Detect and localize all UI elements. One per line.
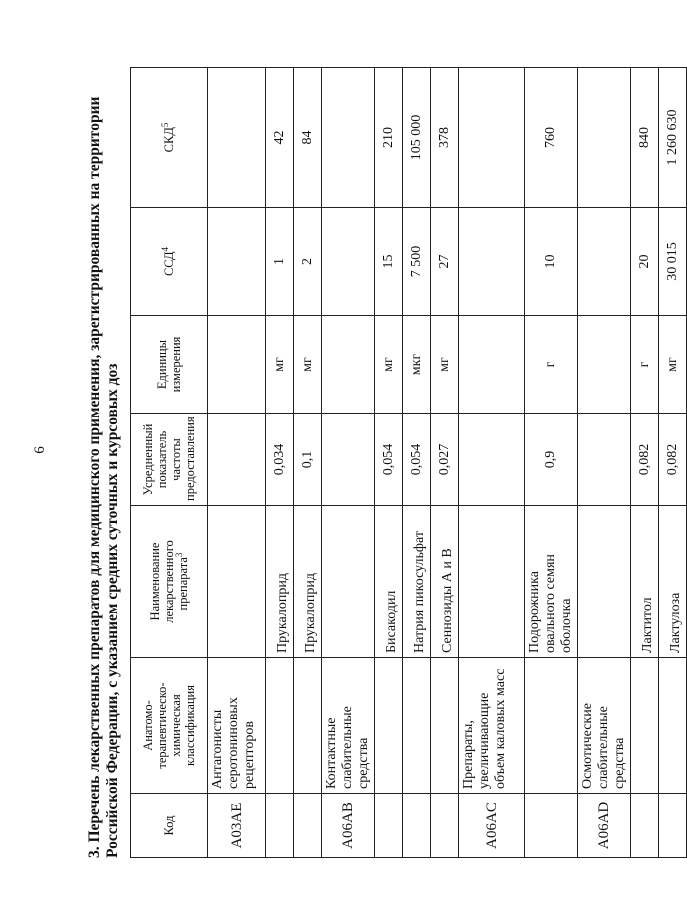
cell-code (525, 794, 578, 858)
table-row (294, 68, 322, 858)
cell-ssd (459, 208, 525, 316)
table-header-row (131, 68, 208, 858)
cell-skd: 210 (375, 68, 403, 208)
cell-ssd: 2 (294, 208, 322, 316)
cell-atc (525, 658, 578, 794)
cell-skd (208, 68, 266, 208)
cell-code (659, 794, 687, 858)
header-skd (131, 68, 208, 208)
cell-ssd: 1 (266, 208, 294, 316)
header-drug-text: Наименование лекарственного препарата (148, 540, 190, 623)
cell-frequency (459, 414, 525, 506)
cell-code (631, 794, 659, 858)
table-row (631, 68, 659, 858)
cell-atc (266, 658, 294, 794)
cell-code: A03AE (208, 794, 266, 858)
cell-frequency (578, 414, 631, 506)
cell-drug: Лактулоза (659, 506, 687, 658)
cell-code (375, 794, 403, 858)
table-row (659, 68, 687, 858)
cell-frequency: 0,054 (403, 414, 431, 506)
cell-ssd (322, 208, 375, 316)
table-row (322, 68, 375, 858)
cell-skd: 84 (294, 68, 322, 208)
cell-unit (322, 316, 375, 414)
cell-unit: г (525, 316, 578, 414)
cell-drug (208, 506, 266, 658)
cell-atc (403, 658, 431, 794)
table-row (459, 68, 525, 858)
rotated-page-content (86, 68, 683, 858)
header-atc: Анатомо-терапевтическо-химическая классификация (131, 658, 208, 794)
table-row (525, 68, 578, 858)
cell-unit (208, 316, 266, 414)
cell-skd: 42 (266, 68, 294, 208)
header-skd-text: СКД (162, 127, 176, 153)
cell-unit (578, 316, 631, 414)
cell-atc: Контактные слабительные средства (322, 658, 375, 794)
cell-skd: 378 (431, 68, 459, 208)
header-drug (131, 506, 208, 658)
cell-frequency: 0,9 (525, 414, 578, 506)
cell-atc (631, 658, 659, 794)
cell-drug (459, 506, 525, 658)
header-ssd-text: ССД (162, 251, 176, 277)
cell-ssd (578, 208, 631, 316)
cell-frequency: 0,054 (375, 414, 403, 506)
cell-drug: Прукалоприд (266, 506, 294, 658)
header-drug-footnote: 3 (173, 552, 184, 558)
cell-ssd: 27 (431, 208, 459, 316)
cell-code: A06AC (459, 794, 525, 858)
cell-drug: Бисакодил (375, 506, 403, 658)
cell-code: A06AD (578, 794, 631, 858)
cell-frequency: 0,082 (659, 414, 687, 506)
cell-drug: Прукалоприд (294, 506, 322, 658)
cell-code (266, 794, 294, 858)
section-heading-line-1: 3. Перечень лекарственных препаратов для медицинского применения, зарегистрированных на территории (86, 96, 103, 858)
table-row (266, 68, 294, 858)
cell-frequency: 0,034 (266, 414, 294, 506)
cell-code (403, 794, 431, 858)
cell-ssd: 10 (525, 208, 578, 316)
cell-skd (578, 68, 631, 208)
header-code: Код (131, 794, 208, 858)
cell-atc: Осмотические слабительные средства (578, 658, 631, 794)
cell-skd: 760 (525, 68, 578, 208)
cell-frequency (208, 414, 266, 506)
cell-skd: 1 260 630 (659, 68, 687, 208)
cell-unit: г (631, 316, 659, 414)
cell-atc (375, 658, 403, 794)
cell-frequency: 0,027 (431, 414, 459, 506)
medications-table (130, 67, 687, 858)
cell-ssd: 15 (375, 208, 403, 316)
table-row (578, 68, 631, 858)
table-row (208, 68, 266, 858)
cell-code (431, 794, 459, 858)
cell-drug: Подорожника овального семян оболочка (525, 506, 578, 658)
cell-ssd: 20 (631, 208, 659, 316)
cell-ssd: 7 500 (403, 208, 431, 316)
cell-code (294, 794, 322, 858)
cell-drug (578, 506, 631, 658)
cell-frequency: 0,1 (294, 414, 322, 506)
cell-unit: мг (294, 316, 322, 414)
cell-atc (294, 658, 322, 794)
table-row (403, 68, 431, 858)
cell-drug (322, 506, 375, 658)
cell-unit: мг (375, 316, 403, 414)
cell-ssd: 30 015 (659, 208, 687, 316)
table-row (375, 68, 403, 858)
table-row (431, 68, 459, 858)
cell-skd (322, 68, 375, 208)
cell-atc (431, 658, 459, 794)
cell-ssd (208, 208, 266, 316)
header-frequency: Усредненный показатель частоты предоставления (131, 414, 208, 506)
cell-code: A06AB (322, 794, 375, 858)
cell-drug: Сеннозиды А и В (431, 506, 459, 658)
header-unit: Единицы измерения (131, 316, 208, 414)
section-heading (86, 68, 122, 858)
page-number-text: 6 (31, 446, 48, 454)
cell-atc (659, 658, 687, 794)
cell-unit: мкг (403, 316, 431, 414)
cell-frequency: 0,082 (631, 414, 659, 506)
cell-unit: мг (431, 316, 459, 414)
cell-unit: мг (266, 316, 294, 414)
cell-drug: Натрия пикосульфат (403, 506, 431, 658)
section-heading-line-2: Российской Федерации, с указанием средних суточных и курсовых доз (104, 363, 121, 858)
cell-unit (459, 316, 525, 414)
cell-frequency (322, 414, 375, 506)
cell-unit: мг (659, 316, 687, 414)
header-ssd (131, 208, 208, 316)
header-ssd-footnote: 4 (159, 246, 170, 252)
cell-drug: Лактитол (631, 506, 659, 658)
header-skd-footnote: 5 (159, 122, 170, 128)
cell-skd: 105 000 (403, 68, 431, 208)
cell-atc: Антагонисты серотониновых рецепторов (208, 658, 266, 794)
cell-atc: Препараты, увеличивающие объем каловых масс (459, 658, 525, 794)
cell-skd (459, 68, 525, 208)
cell-skd: 840 (631, 68, 659, 208)
